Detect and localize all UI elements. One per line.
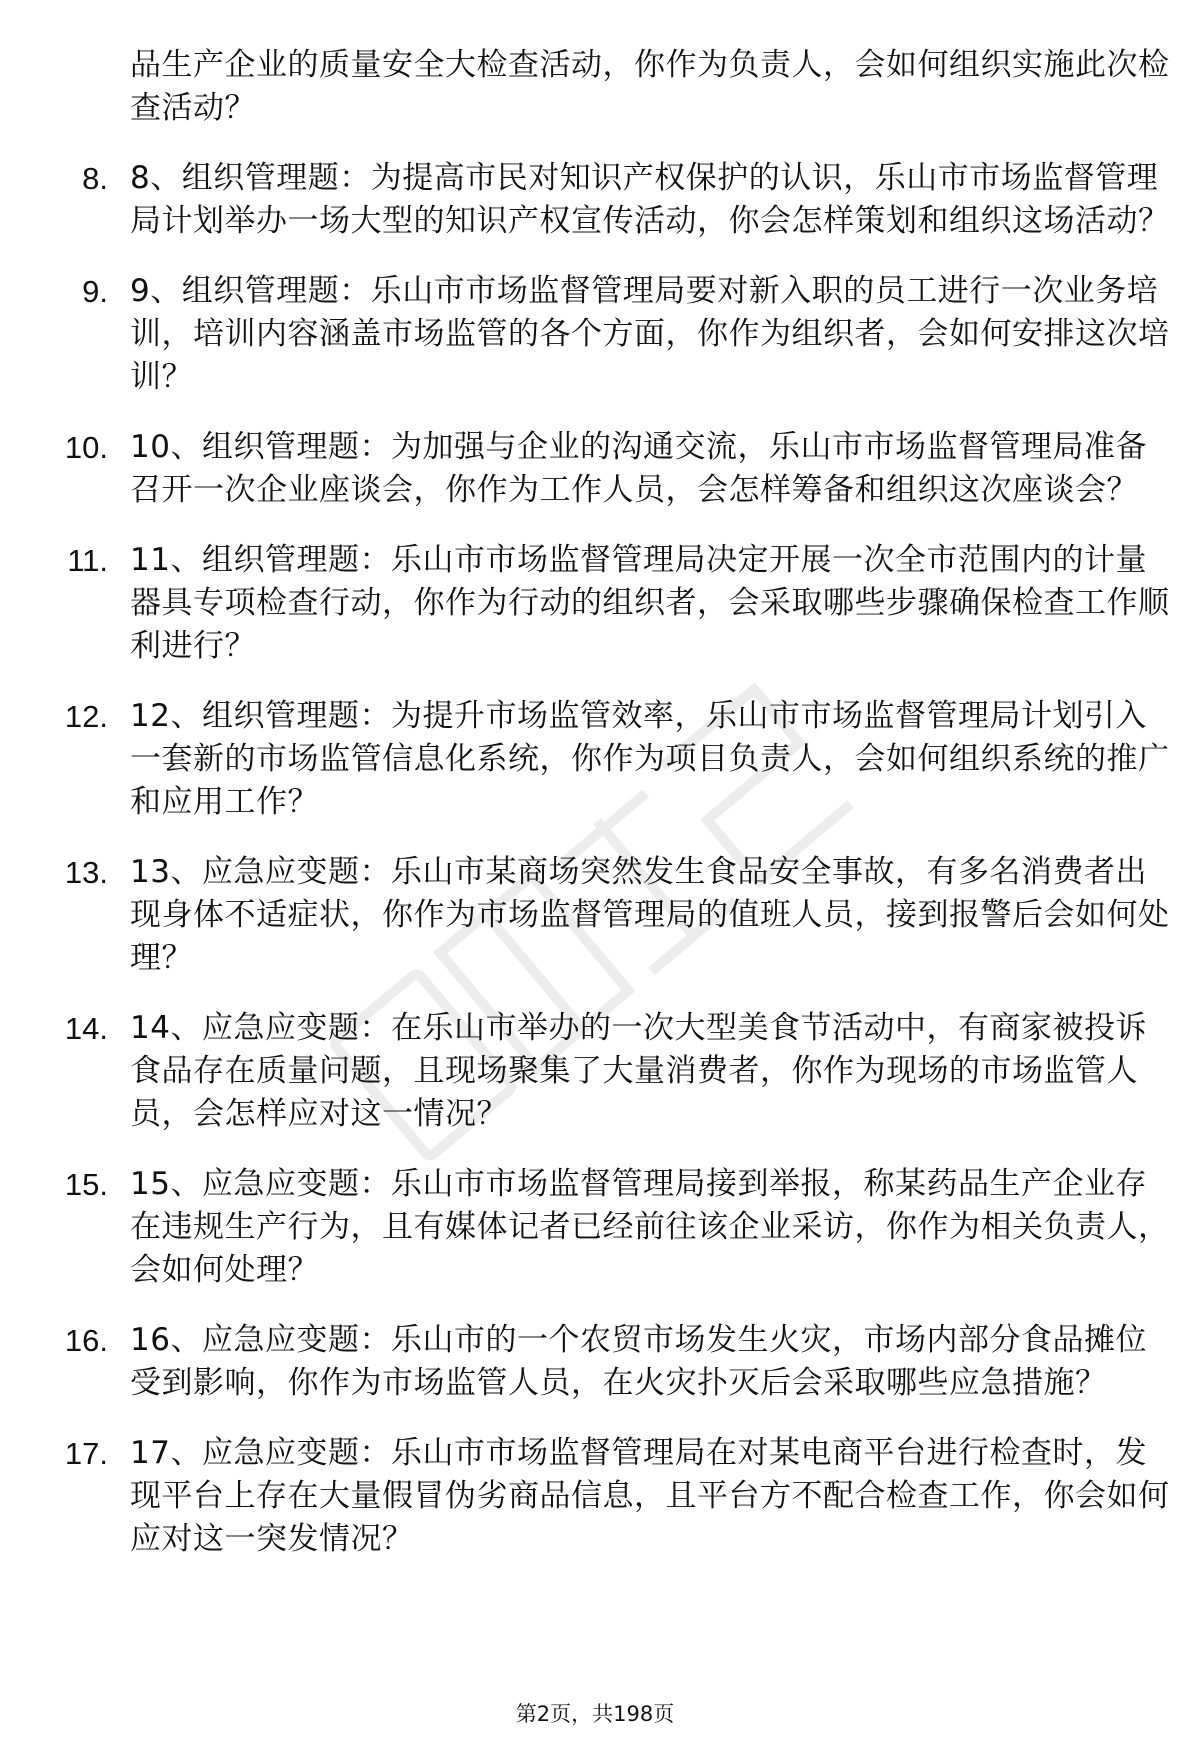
- continuation-item: [0, 44, 1190, 130]
- list-number: 17.: [64, 1436, 108, 1471]
- list-number: 9.: [82, 274, 108, 309]
- question-text: 11、组织管理题：乐山市市场监督管理局决定开展一次全市范围内的计量器具专项检查行动，你作为行动的组织者，会采取哪些步骤确保检查工作顺利进行？: [130, 542, 1170, 664]
- list-number: 13.: [64, 855, 108, 890]
- list-item: [0, 1319, 1190, 1405]
- question-text: 8、组织管理题：为提高市民对知识产权保护的认识，乐山市市场监督管理局计划举办一场大型的知识产权宣传活动，你会怎样策划和组织这场活动？: [130, 160, 1170, 239]
- list-item: [0, 157, 1190, 243]
- list-number: 15.: [64, 1167, 108, 1202]
- question-text: 15、应急应变题：乐山市市场监督管理局接到举报，称某药品生产企业存在违规生产行为，且有媒体记者已经前往该企业采访，你作为相关负责人，会如何处理？: [130, 1166, 1170, 1288]
- question-text: 14、应急应变题：在乐山市举办的一次大型美食节活动中，有商家被投诉食品存在质量问题，且现场聚集了大量消费者，你作为现场的市场监管人员，会怎样应对这一情况？: [130, 1010, 1147, 1132]
- list-item: [0, 1163, 1190, 1292]
- list-number: 11.: [67, 543, 108, 578]
- question-text: 13、应急应变题：乐山市某商场突然发生食品安全事故，有多名消费者出现身体不适症状，你作为市场监督管理局的值班人员，接到报警后会如何处理？: [130, 854, 1170, 976]
- question-text: 9、组织管理题：乐山市市场监督管理局要对新入职的员工进行一次业务培训，培训内容涵盖市场监管的各个方面，你作为组织者，会如何安排这次培训？: [130, 273, 1170, 395]
- list-number: 10.: [64, 430, 108, 465]
- list-item: [0, 270, 1190, 399]
- list-item: [0, 1007, 1190, 1136]
- continuation-text: 品生产企业的质量安全大检查活动，你作为负责人，会如何组织实施此次检查活动？: [130, 47, 1170, 126]
- question-text: 10、组织管理题：为加强与企业的沟通交流，乐山市市场监督管理局准备召开一次企业座谈会，你作为工作人员，会怎样筹备和组织这次座谈会？: [130, 429, 1147, 508]
- list-number: 12.: [64, 699, 108, 734]
- question-text: 17、应急应变题：乐山市市场监督管理局在对某电商平台进行检查时，发现平台上存在大量假冒伪劣商品信息，且平台方不配合检查工作，你会如何应对这一突发情况？: [130, 1435, 1170, 1557]
- list-number: 16.: [64, 1323, 108, 1358]
- list-item: [0, 426, 1190, 512]
- page-footer: 第2页，共198页: [515, 1702, 675, 1726]
- question-text: 12、组织管理题：为提升市场监管效率，乐山市市场监督管理局计划引入一套新的市场监管信息化系统，你作为项目负责人，会如何组织系统的推广和应用工作？: [130, 698, 1170, 820]
- question-text: 16、应急应变题：乐山市的一个农贸市场发生火灾，市场内部分食品摊位受到影响，你作为市场监管人员，在火灾扑灭后会采取哪些应急措施？: [130, 1322, 1147, 1401]
- list-item: [0, 539, 1190, 668]
- question-list: [0, 44, 1190, 1588]
- list-item: [0, 851, 1190, 980]
- list-item: [0, 1432, 1190, 1561]
- list-number: 8.: [82, 161, 108, 196]
- list-item: [0, 695, 1190, 824]
- list-number: 14.: [64, 1011, 108, 1046]
